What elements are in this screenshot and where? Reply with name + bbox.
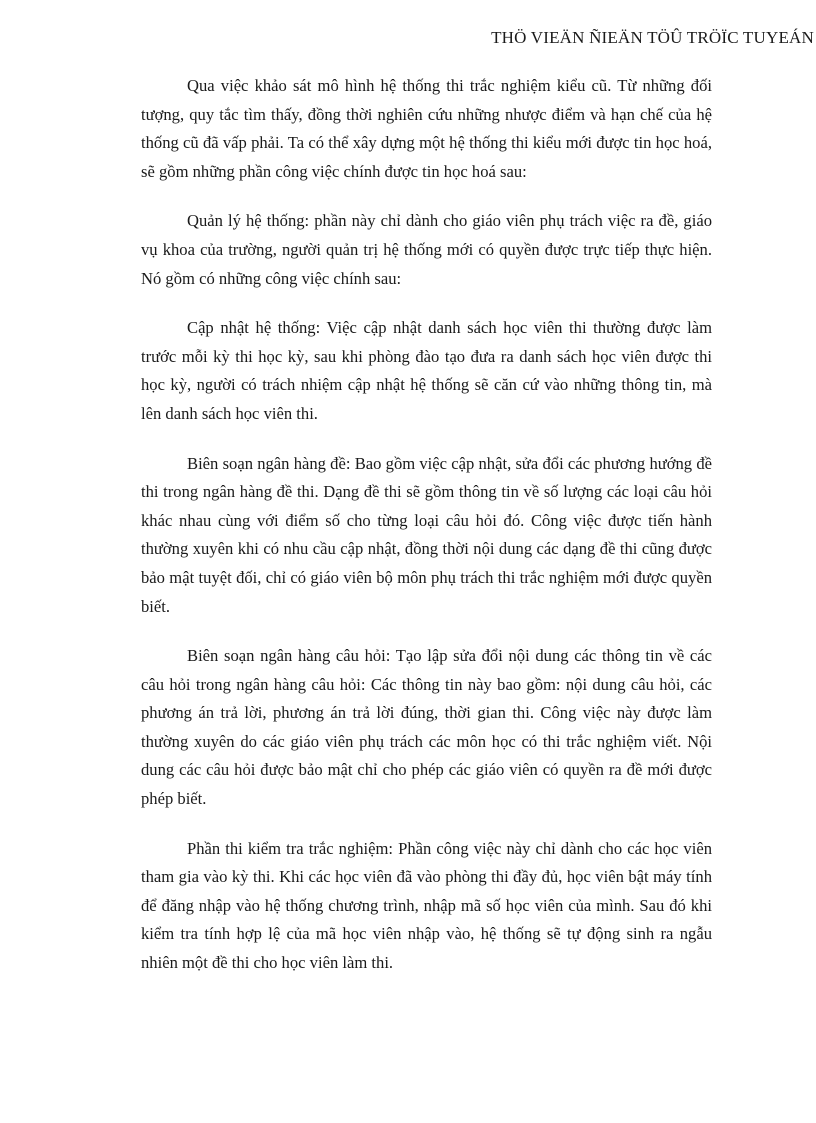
- paragraph-system-update: Cập nhật hệ thống: Việc cập nhật danh sách học viên thi thường được làm trước mỗi kỳ thi học kỳ, sau khi phòng đào tạo đưa ra danh sách học viên được thi học kỳ, người có trách nhiệm cập nhật hệ thống sẽ căn cứ vào những thông tin, mà lên danh sách học viên thi.: [141, 318, 712, 423]
- paragraph-question-bank: Biên soạn ngân hàng câu hỏi: Tạo lập sửa đổi nội dung các thông tin về các câu hỏi trong ngân hàng câu hỏi: Các thông tin này bao gồm: nội dung câu hỏi, các phương án trả lời, phương án trả lời đúng, thời gian thi. Công việc này được làm thường xuyên do các giáo viên phụ trách các môn học có thi trắc nghiệm viết. Nội dung các câu hỏi được bảo mật chỉ cho phép các giáo viên có quyền ra đề mới được phép biết.: [141, 646, 712, 809]
- paragraph-intro: Qua việc khảo sát mô hình hệ thống thi trắc nghiệm kiểu cũ. Từ những đối tượng, quy tắc tìm thấy, đồng thời nghiên cứu những nhược điểm và hạn chế của hệ thống cũ đã vấp phải. Ta có thể xây dựng một hệ thống thi kiểu mới được tin học hoá, sẽ gồm những phần công việc chính được tin học hoá sau:: [141, 76, 712, 181]
- page-header: THÖ VIEÄN ÑIEÄN TÖÛ TRÖÏC TUYEÁN: [491, 28, 814, 47]
- document-body: [141, 72, 712, 999]
- paragraph-system-management: Quản lý hệ thống: phần này chỉ dành cho giáo viên phụ trách việc ra đề, giáo vụ khoa của trường, người quản trị hệ thống mới có quyền được trực tiếp thực hiện. Nó gồm có những công việc chính sau:: [141, 211, 712, 288]
- paragraph-testing: Phần thi kiểm tra trắc nghiệm: Phần công việc này chỉ dành cho các học viên tham gia vào kỳ thi. Khi các học viên đã vào phòng thi đầy đủ, học viên bật máy tính để đăng nhập vào hệ thống chương trình, nhập mã số học viên của mình. Sau đó khi kiểm tra tính hợp lệ của mã học viên nhập vào, hệ thống sẽ tự động sinh ra ngẫu nhiên một đề thi cho học viên làm thi.: [141, 838, 712, 973]
- paragraph-exam-bank: Biên soạn ngân hàng đề: Bao gồm việc cập nhật, sửa đổi các phương hướng đề thi trong ngân hàng đề thi. Dạng đề thi sẽ gồm thông tin về số lượng các loại câu hỏi khác nhau cùng với điểm số cho từng loại câu hỏi đó. Công việc được tiến hành thường xuyên khi có nhu cầu cập nhật, đồng thời nội dung các dạng đề thi cũng được bảo mật tuyệt đối, chỉ có giáo viên bộ môn phụ trách thi trắc nghiệm mới được quyền biết.: [141, 453, 712, 616]
